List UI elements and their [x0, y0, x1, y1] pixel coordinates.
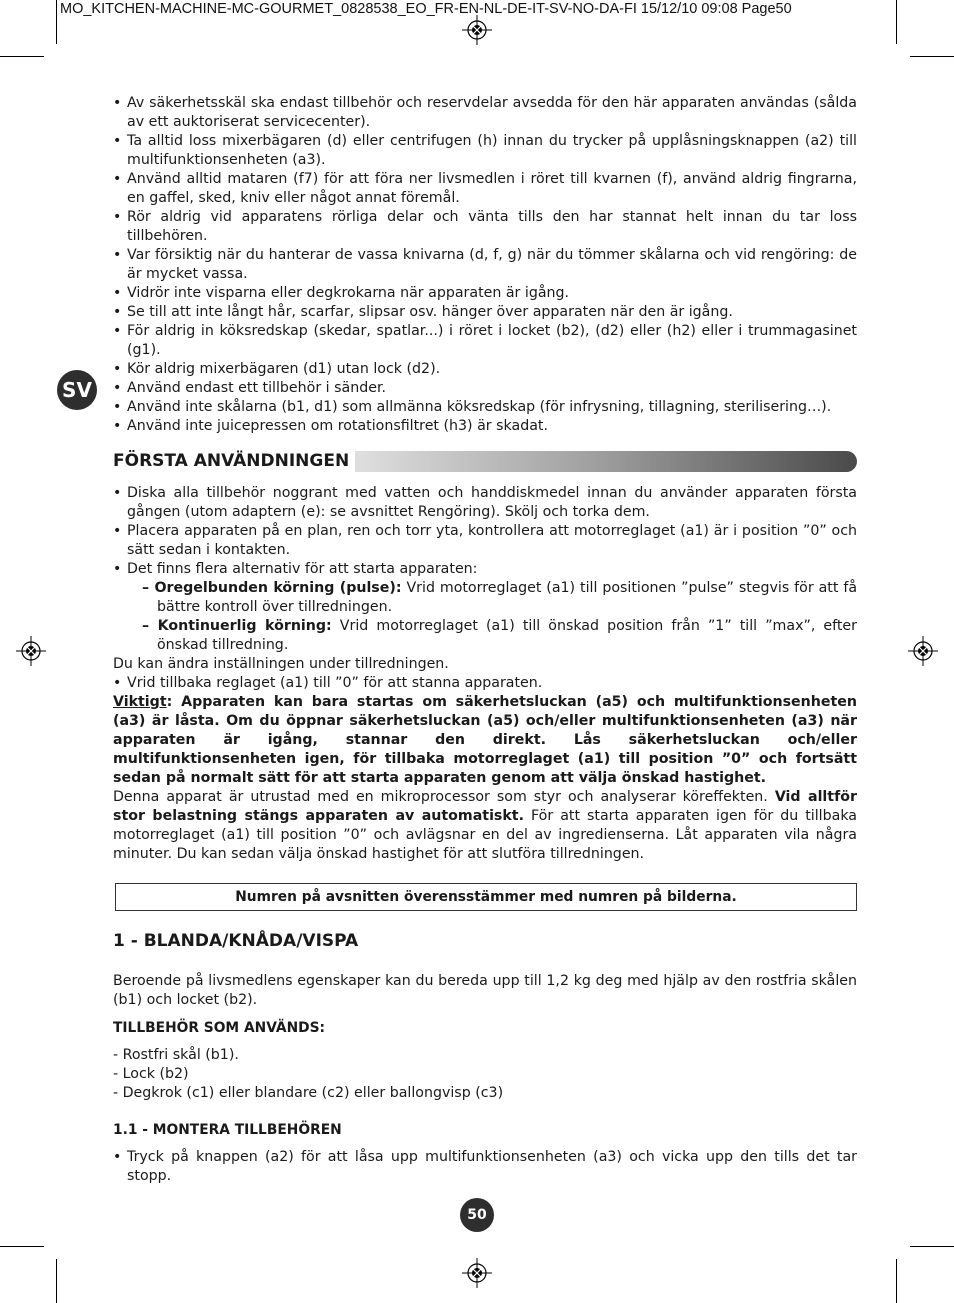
note-box: Numren på avsnitten överensstämmer med numren på bilderna. [115, 883, 857, 911]
list-item [142, 617, 857, 655]
list-item: • Ta alltid loss mixerbägaren (d) eller centrifugen (h) innan du trycker på upplåsningsknappen (a2) till multifunktionsenheten (a3). [113, 132, 857, 170]
print-slug: MO_KITCHEN-MACHINE-MC-GOURMET_0828538_EO_FR-EN-NL-DE-IT-SV-NO-DA-FI 15/12/10 09:08 Page50 [60, 1, 792, 17]
change-setting-note: Du kan ändra inställningen under tillredningen. [113, 656, 449, 672]
mode-text: Vrid motorreglaget (a1) till positionen ”pulse” stegvis för att få bättre kontroll över tillredningen. [157, 580, 858, 615]
registration-mark-icon [462, 15, 492, 45]
crop-mark [896, 0, 897, 44]
micro-text: Denna apparat är utrustad med en mikroprocessor som styr och analyserar köreffekten. [113, 789, 775, 805]
list-item [142, 579, 858, 617]
list-item: • Vrid tillbaka reglaget (a1) till ”0” för att stanna apparaten. [113, 674, 857, 693]
mode-name: – Kontinuerlig körning: [142, 618, 332, 634]
section-1-body [113, 972, 857, 1186]
subsection-list [113, 1148, 857, 1186]
list-item: • Kör aldrig mixerbägaren (d1) utan lock (d2). [113, 360, 857, 379]
first-use-list [113, 484, 857, 579]
list-item: • Använd endast ett tillbehör i sänder. [113, 379, 857, 398]
list-item: - Degkrok (c1) eller blandare (c2) eller ballongvisp (c3) [113, 1085, 504, 1101]
registration-mark-icon [908, 636, 938, 666]
mode-text: Vrid motorreglaget (a1) till önskad position från ”1” till ”max”, efter önskad tillredning. [157, 618, 857, 653]
list-item: • Placera apparaten på en plan, ren och torr yta, kontrollera att motorreglaget (a1) är i position ”0” och sätt sedan i kontakten. [113, 522, 857, 560]
section-header-first-use [113, 450, 857, 473]
crop-mark [910, 1246, 954, 1247]
micro-text: För att starta apparaten igen för du tillbaka motorreglaget (a1) till position ”0” och avlägsnar en del av ingredienserna. Låt apparaten vila några minuter. Du kan sedan välja önskad hastighet för att slutföra tillredningen. [113, 808, 857, 862]
list-item: • Vidrör inte visparna eller degkrokarna när apparaten är igång. [113, 284, 857, 303]
page-number: 50 [460, 1198, 494, 1232]
important-text: : Apparaten kan bara startas om säkerhetsluckan (a5) och multifunktionsenheten (a3) är låsta. Om du öppnar säkerhetsluckan (a5) och/eller multifunktionsenheten (a3) när apparaten är igång, stannar den direkt. Lås säkerhetsluckan och/eller multifunktionsenheten igen, för tillbaka motorreglaget (a1) till position ”0” och fortsätt sedan på normalt sätt för att starta apparaten genom att välja önskad hastighet. [113, 694, 857, 786]
section-header-gradient [328, 451, 857, 472]
registration-mark-icon [462, 1258, 492, 1288]
list-item: • Det finns flera alternativ för att starta apparaten: [113, 560, 857, 579]
list-item: • Rör aldrig vid apparatens rörliga delar och vänta tills den har stannat helt innan du tar loss tillbehören. [113, 208, 857, 246]
crop-mark [56, 0, 57, 44]
crop-mark [0, 56, 44, 57]
list-item: - Rostfri skål (b1). [113, 1047, 239, 1063]
list-item: • Av säkerhetsskäl ska endast tillbehör och reservdelar avsedda för den här apparaten användas (sålda av ett auktoriserat servicecenter). [113, 94, 857, 132]
micro-bold-text: Vid alltför stor belastning stängs apparaten av automatiskt. [113, 789, 857, 824]
list-item: • Använd alltid mataren (f7) för att föra ner livsmedlen i röret till kvarnen (f), använd aldrig fingrarna, en gaffel, sked, kniv eller något annat föremål. [113, 170, 857, 208]
crop-mark [910, 56, 954, 57]
section-title: FÖRSTA ANVÄNDNINGEN [113, 450, 355, 473]
first-use-section [113, 484, 857, 864]
important-paragraph [113, 693, 857, 788]
crop-mark [56, 1259, 57, 1303]
safety-list [113, 94, 857, 436]
section-1-title: 1 - BLANDA/KNÅDA/VISPA [113, 931, 359, 951]
mode-name: – Oregelbunden körning (pulse): [142, 580, 402, 596]
important-label: Viktigt [113, 694, 167, 710]
accessories-title: TILLBEHÖR SOM ANVÄNDS: [113, 1020, 326, 1036]
list-item: • För aldrig in köksredskap (skedar, spatlar...) i röret i locket (b2), (d2) eller (h2) eller i trummagasinet (g1). [113, 322, 857, 360]
crop-mark [896, 1259, 897, 1303]
list-item: • Diska alla tillbehör noggrant med vatten och handdiskmedel innan du använder apparaten första gången (utom adaptern (e): se avsnittet Rengöring). Skölj och torka dem. [113, 484, 857, 522]
registration-mark-icon [16, 636, 46, 666]
list-item: • Se till att inte långt hår, scarfar, slipsar osv. hänger över apparaten när den är igång. [113, 303, 857, 322]
list-item: - Lock (b2) [113, 1066, 189, 1082]
crop-mark [0, 1246, 44, 1247]
accessories-list [113, 1046, 857, 1103]
list-item: • Tryck på knappen (a2) för att låsa upp multifunktionsenheten (a3) och vicka upp den tills det tar stopp. [113, 1148, 857, 1186]
start-modes-list [113, 579, 857, 655]
subsection-title: 1.1 - MONTERA TILLBEHÖREN [113, 1122, 342, 1138]
list-item: • Var försiktig när du hanterar de vassa knivarna (d, f, g) när du tömmer skålarna och vid rengöring: de är mycket vassa. [113, 246, 857, 284]
stop-list [113, 674, 857, 693]
microprocessor-paragraph [113, 788, 857, 864]
section-1-intro: Beroende på livsmedlens egenskaper kan du bereda upp till 1,2 kg deg med hjälp av den rostfria skålen (b1) och locket (b2). [113, 973, 857, 1008]
safety-section [113, 94, 857, 436]
language-badge: SV [57, 370, 97, 410]
list-item: • Använd inte skålarna (b1, d1) som allmänna köksredskap (för infrysning, tillagning, sterilisering…). [113, 398, 857, 417]
list-item: • Använd inte juicepressen om rotationsfiltret (h3) är skadat. [113, 417, 857, 436]
